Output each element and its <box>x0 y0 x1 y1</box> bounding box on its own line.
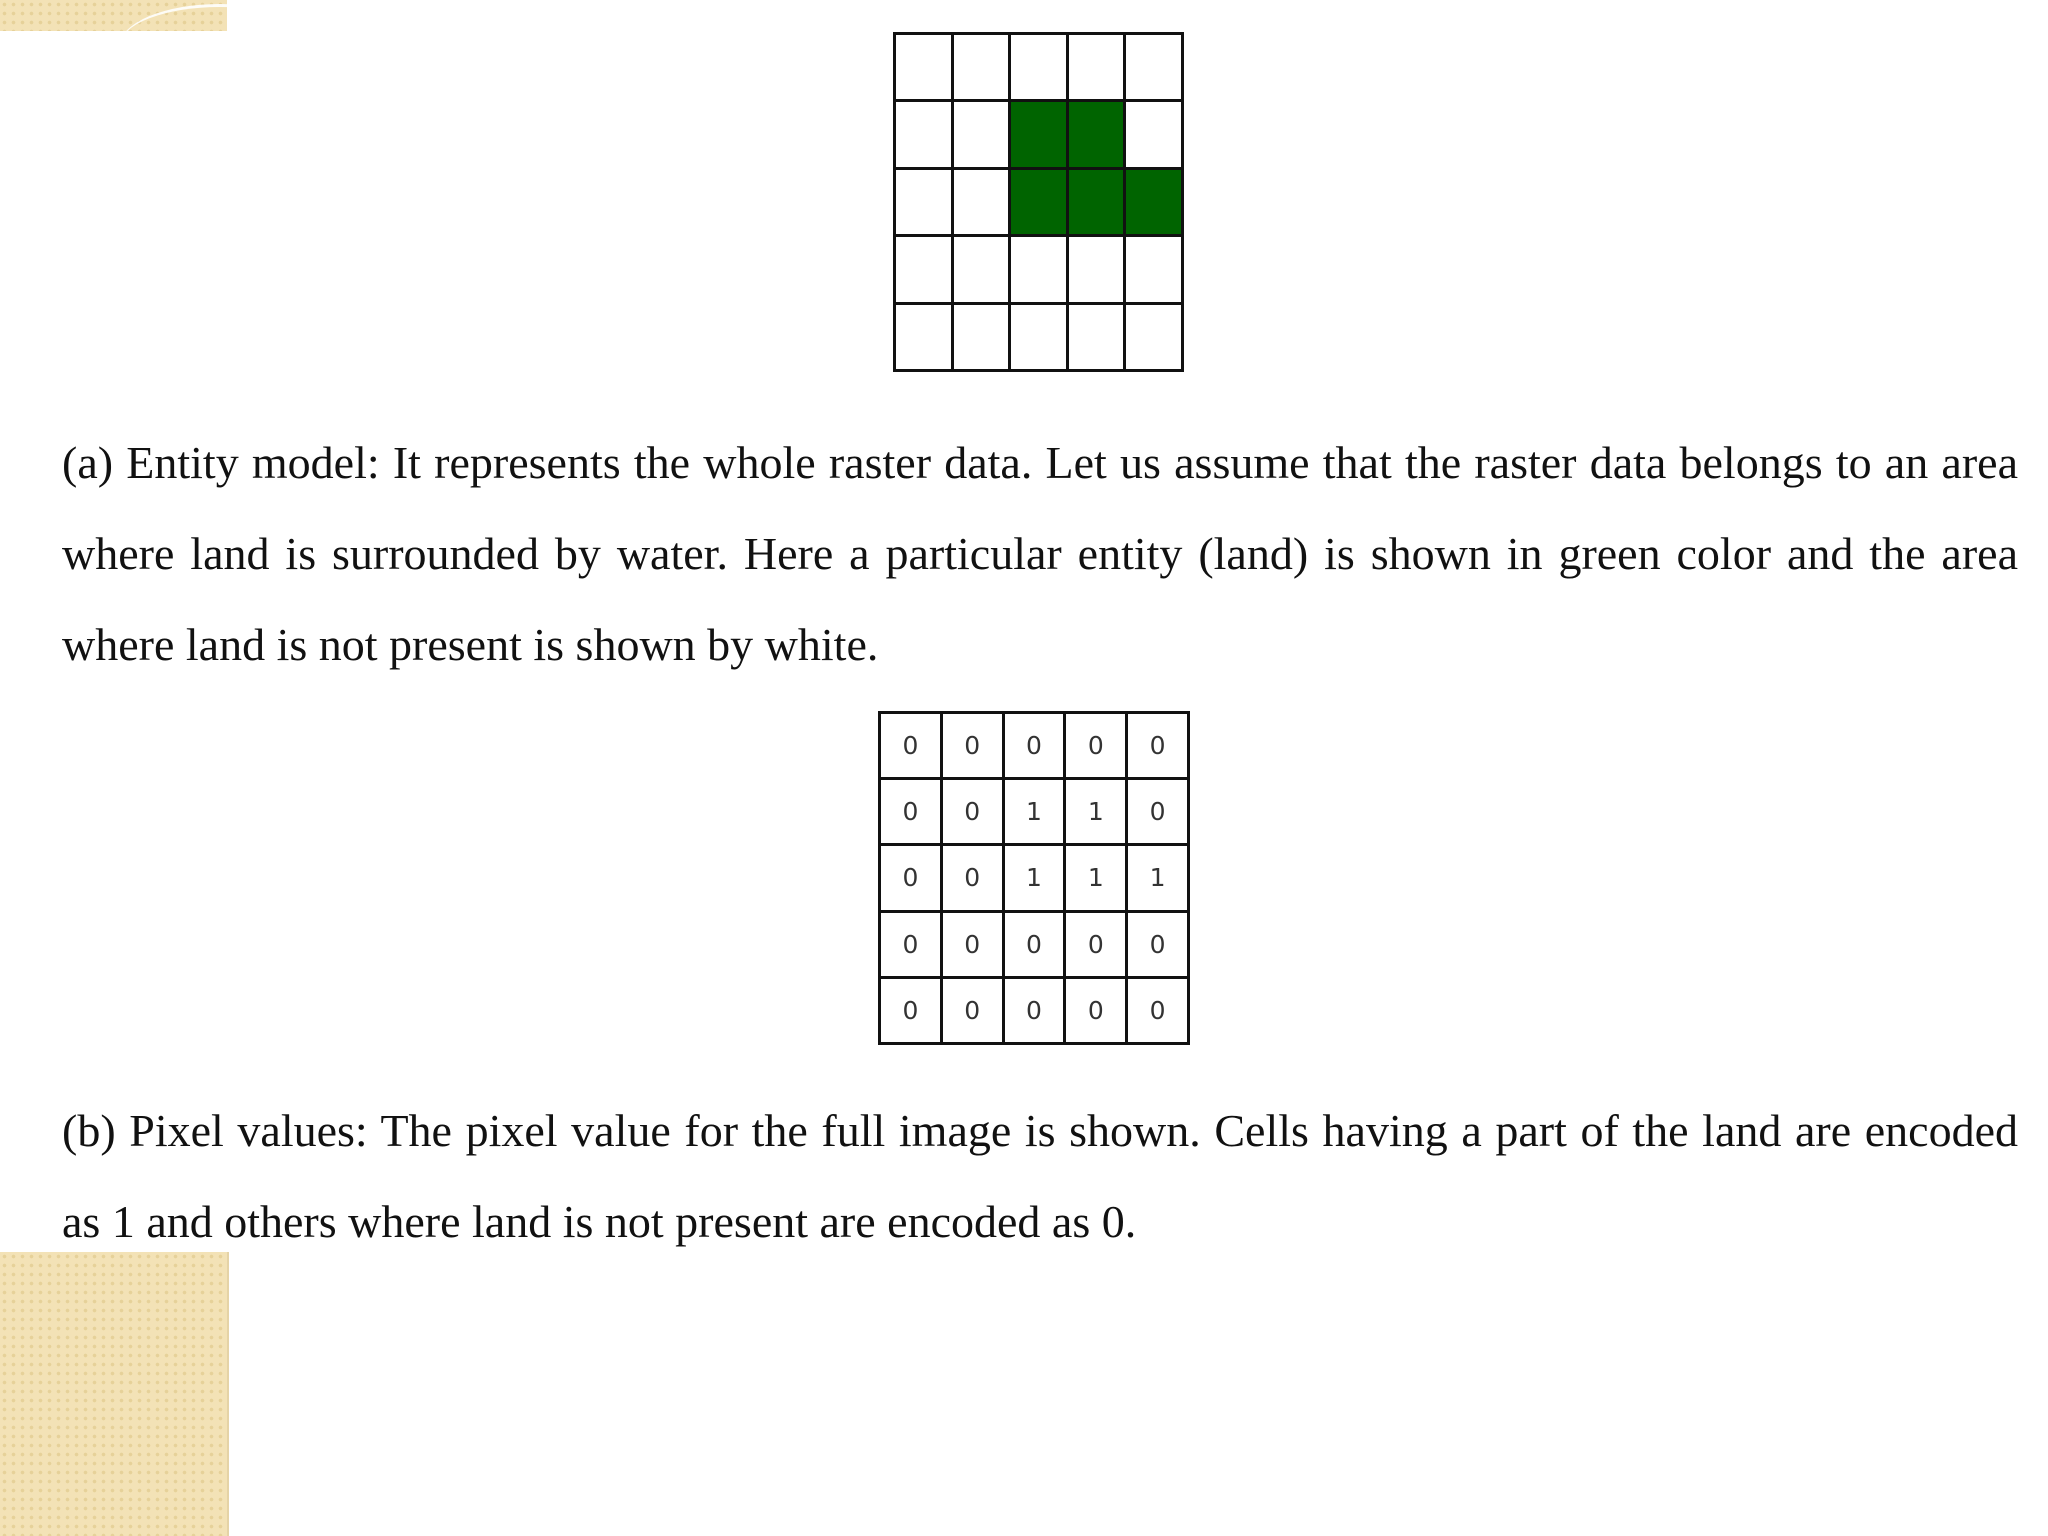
water-cell <box>1126 35 1181 99</box>
water-cell <box>1069 237 1124 301</box>
pixel-values-grid <box>878 711 1190 1045</box>
land-cell <box>1011 102 1066 166</box>
pixel-value-cell: 0 <box>1066 979 1125 1042</box>
pixel-value-cell: 0 <box>1005 913 1064 976</box>
caption-entity-model: (a) Entity model: It represents the whole raster data. Let us assume that the raster data belongs to an area where land is surrounded by water. Here a particular entity (land) is shown in green color and the area where land is not present is shown by white. <box>62 437 2018 670</box>
land-cell <box>1126 170 1181 234</box>
pixel-value-cell: 1 <box>1066 780 1125 843</box>
pixel-value-cell: 0 <box>881 780 940 843</box>
water-cell <box>1011 35 1066 99</box>
pixel-value-cell: 0 <box>1128 780 1187 843</box>
pixel-value-cell: 0 <box>1005 714 1064 777</box>
pixel-value-cell: 0 <box>1128 979 1187 1042</box>
pixel-value-cell: 0 <box>881 979 940 1042</box>
pixel-value-cell: 0 <box>881 913 940 976</box>
land-cell <box>1069 102 1124 166</box>
pixel-value-cell: 0 <box>1005 979 1064 1042</box>
water-cell <box>954 170 1009 234</box>
water-cell <box>1126 305 1181 369</box>
pixel-value-cell: 0 <box>943 846 1002 909</box>
decorative-swoosh <box>120 4 320 87</box>
pixel-value-cell: 0 <box>881 714 940 777</box>
pixel-value-cell: 0 <box>1066 714 1125 777</box>
water-cell <box>1069 35 1124 99</box>
pixel-value-cell: 1 <box>1005 780 1064 843</box>
pixel-value-cell: 0 <box>943 913 1002 976</box>
pixel-value-cell: 0 <box>1066 913 1125 976</box>
water-cell <box>1011 237 1066 301</box>
water-cell <box>1126 102 1181 166</box>
water-cell <box>896 35 951 99</box>
pixel-value-cell: 1 <box>1005 846 1064 909</box>
decorative-pattern-bottom <box>0 1252 229 1536</box>
pixel-value-cell: 0 <box>943 714 1002 777</box>
pixel-value-cell: 1 <box>1066 846 1125 909</box>
water-cell <box>896 305 951 369</box>
caption-pixel-values: (b) Pixel values: The pixel value for the full image is shown. Cells having a part of the land are encoded as 1 and others where land is not present are encoded as 0. <box>62 1105 2018 1247</box>
entity-model-grid <box>893 32 1184 372</box>
pixel-value-cell: 0 <box>1128 714 1187 777</box>
land-cell <box>1011 170 1066 234</box>
water-cell <box>954 305 1009 369</box>
land-cell <box>1069 170 1124 234</box>
water-cell <box>954 237 1009 301</box>
water-cell <box>1126 237 1181 301</box>
water-cell <box>896 102 951 166</box>
pixel-value-cell: 0 <box>1128 913 1187 976</box>
water-cell <box>1011 305 1066 369</box>
water-cell <box>954 35 1009 99</box>
water-cell <box>1069 305 1124 369</box>
water-cell <box>954 102 1009 166</box>
water-cell <box>896 170 951 234</box>
pixel-value-cell: 0 <box>943 780 1002 843</box>
pixel-value-cell: 0 <box>943 979 1002 1042</box>
pixel-value-cell: 0 <box>881 846 940 909</box>
water-cell <box>896 237 951 301</box>
pixel-value-cell: 1 <box>1128 846 1187 909</box>
